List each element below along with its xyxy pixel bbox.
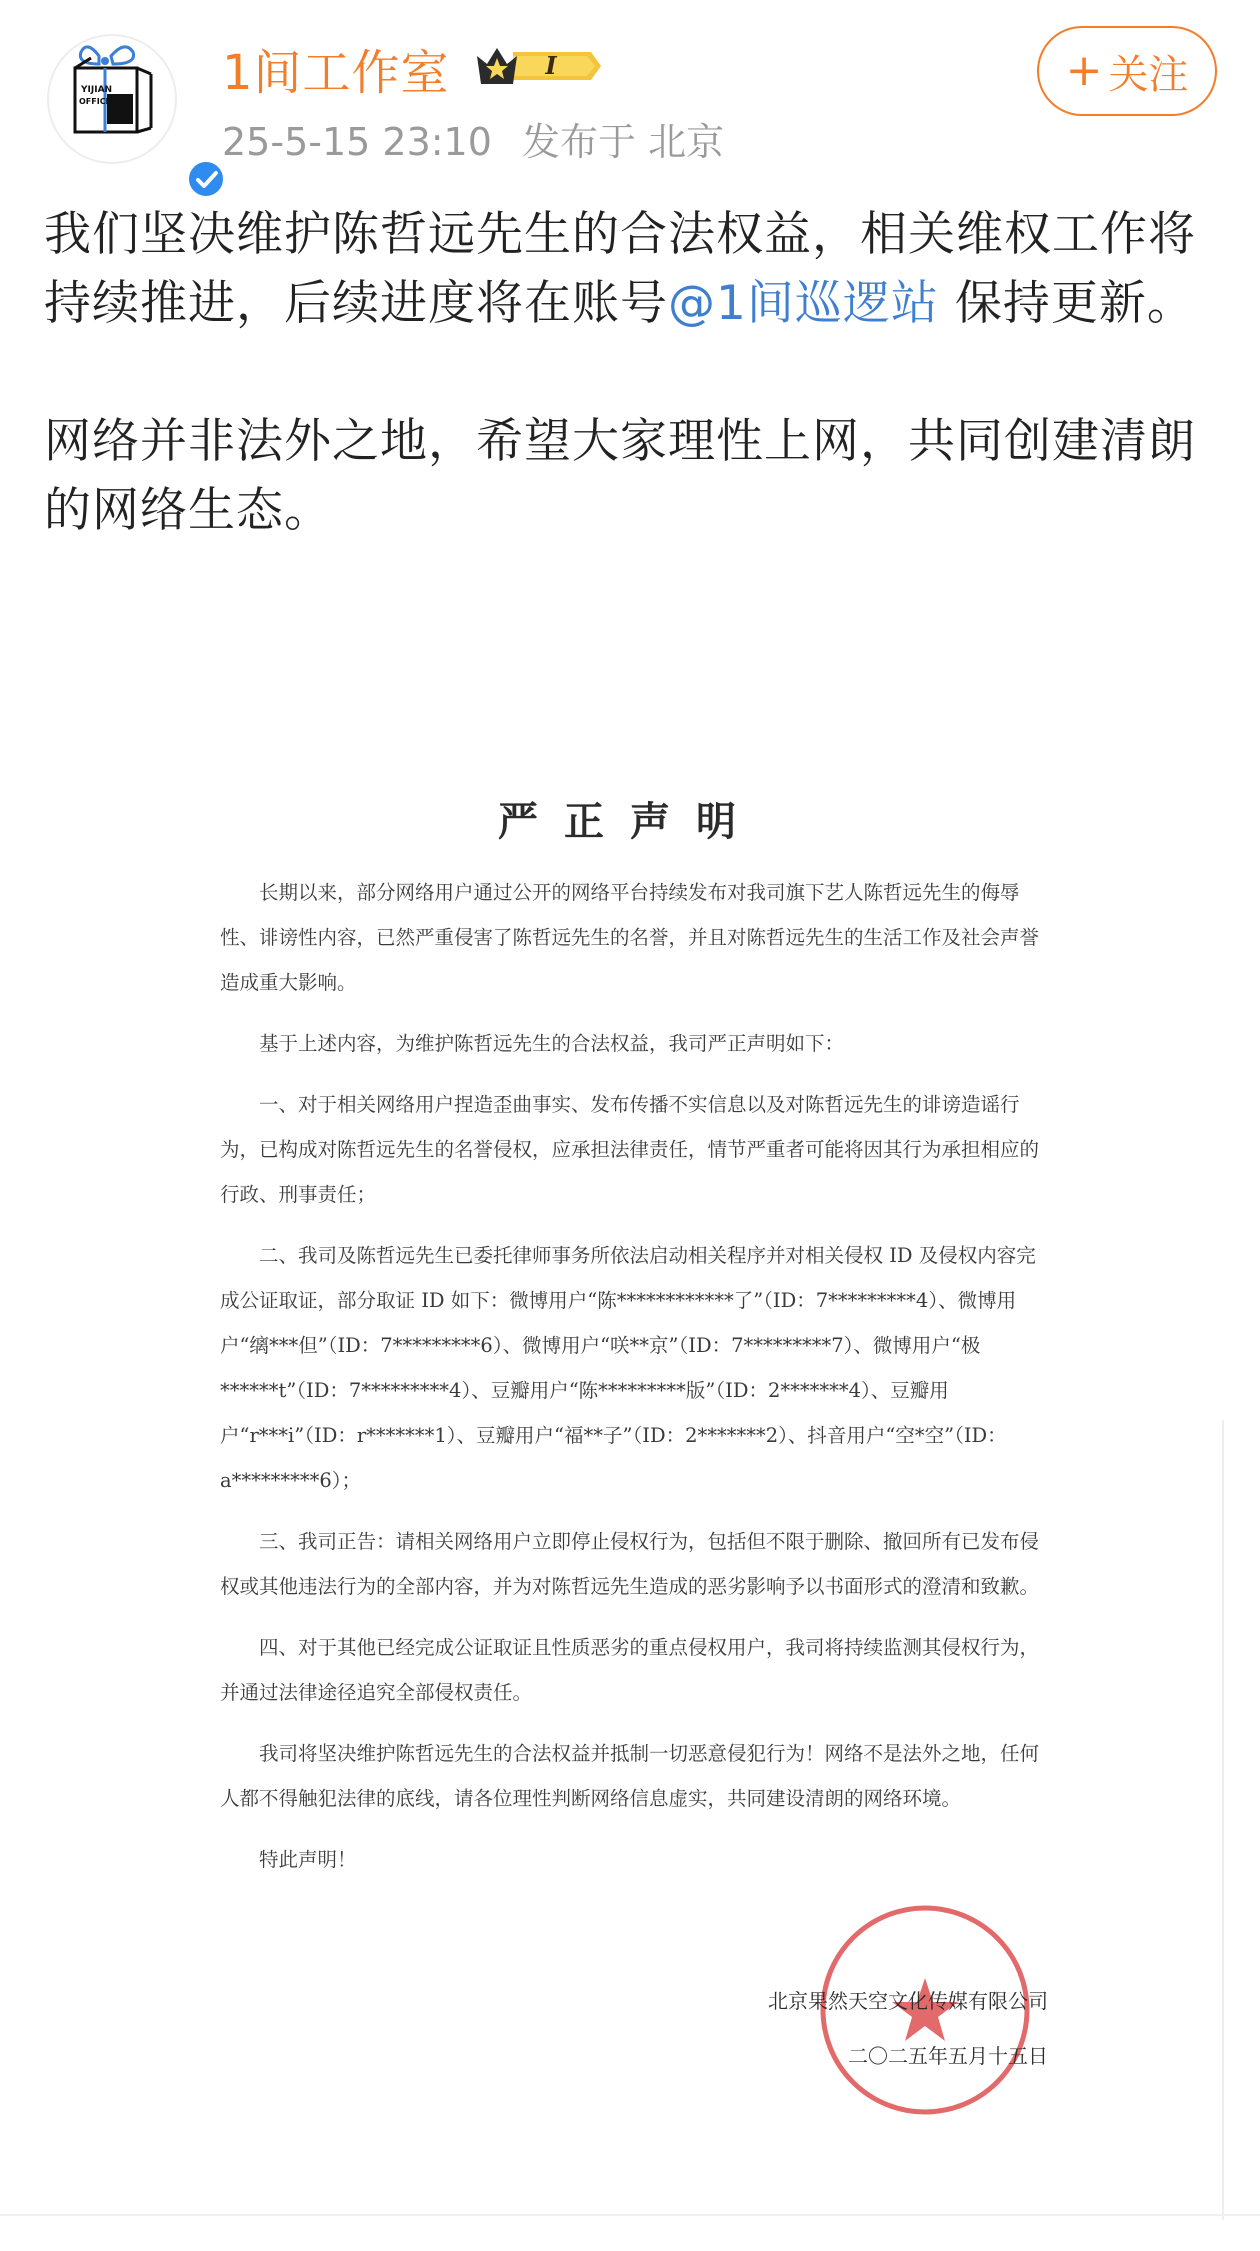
- timestamp: 25-5-15 23:10: [222, 120, 492, 164]
- verified-badge: [185, 158, 227, 200]
- divider: [1222, 1420, 1224, 2220]
- statement-closing: 特此声明！: [259, 1848, 357, 1871]
- follow-button[interactable]: [1037, 26, 1217, 116]
- svg-text:YIJIAN: YIJIAN: [81, 85, 113, 95]
- statement-paragraph: 二、我司及陈哲远先生已委托律师事务所依法启动相关程序并对相关侵权 ID 及侵权内容完成公证取证，部分取证 ID 如下：微博用户“陈************了”（ID：7*********4）、微博用户“缡***但”（ID：7*********6）、微博用户“咲**京”（ID：7*********7）、微博用户“极******t”（ID：7*********4）、豆瓣用户“陈*********版”（ID：2*******4）、豆瓣用户“r***i”（ID：r*******1）、豆瓣用户“福**子”（ID：2*******2）、抖音用户“空*空”（ID：a*********6）；: [220, 1244, 1036, 1492]
- plus-icon: +: [1065, 45, 1103, 96]
- avatar[interactable]: [47, 34, 177, 164]
- post-paragraph-1-text: 我们坚决维护陈哲远先生的合法权益，相关维权工作将持续推进，后续进度将在账号: [44, 207, 1196, 331]
- gift-box-logo-icon: [47, 34, 177, 164]
- svg-text:OFFICIAL: OFFICIAL: [79, 97, 120, 106]
- statement-image[interactable]: [190, 740, 1070, 2200]
- statement-paragraph: 三、我司正告：请相关网络用户立即停止侵权行为，包括但不限于删除、撤回所有已发布侵权或其他违法行为的全部内容，并为对陈哲远先生造成的恶劣影响予以书面形式的澄清和致歉。: [220, 1530, 1040, 1598]
- mention-link[interactable]: @1间巡逻站: [668, 276, 939, 331]
- statement-company: 北京果然天空文化传媒有限公司: [768, 1989, 1048, 2013]
- post-paragraph-1: [44, 200, 1224, 338]
- statement-paragraph: 我司将坚决维护陈哲远先生的合法权益并抵制一切恶意侵犯行为！网络不是法外之地，任何人都不得触犯法律的底线，请各位理性判断网络信息虚实，共同建设清朗的网络环境。: [220, 1742, 1040, 1810]
- post-text: [44, 200, 1224, 545]
- post-paragraph-2: 网络并非法外之地，希望大家理性上网，共同创建清朗的网络生态。: [44, 414, 1196, 538]
- statement-date: 二〇二五年五月十五日: [848, 2044, 1048, 2068]
- statement-paragraph: 基于上述内容，为维护陈哲远先生的合法权益，我司严正声明如下：: [259, 1032, 845, 1055]
- level-number: I: [545, 51, 557, 80]
- statement-paragraph: 长期以来，部分网络用户通过公开的网络平台持续发布对我司旗下艺人陈哲远先生的侮辱性、诽谤性内容，已然严重侵害了陈哲远先生的名誉，并且对陈哲远先生的生活工作及社会声誉造成重大影响。: [220, 881, 1040, 994]
- post-meta: [222, 111, 724, 166]
- location: 发布于 北京: [522, 120, 725, 164]
- verified-check-icon: [195, 169, 219, 191]
- crown-level-icon: [473, 40, 605, 92]
- statement-paragraph: 四、对于其他已经完成公证取证且性质恶劣的重点侵权用户，我司将持续监测其侵权行为，并通过法律途径追究全部侵权责任。: [220, 1636, 1040, 1704]
- statement-body: [220, 870, 1050, 1898]
- statement-title: 严正声明: [498, 798, 762, 845]
- username[interactable]: 1间工作室: [222, 45, 450, 101]
- post-paragraph-1-tail: 保持更新。: [938, 276, 1195, 331]
- divider: [0, 2214, 1260, 2216]
- follow-label: 关注: [1108, 51, 1189, 98]
- statement-paragraph: 一、对于相关网络用户捏造歪曲事实、发布传播不实信息以及对陈哲远先生的诽谤造谣行为，已构成对陈哲远先生的名誉侵权，应承担法律责任，情节严重者可能将因其行为承担相应的行政、刑事责任；: [220, 1093, 1040, 1206]
- level-badge: [473, 40, 605, 92]
